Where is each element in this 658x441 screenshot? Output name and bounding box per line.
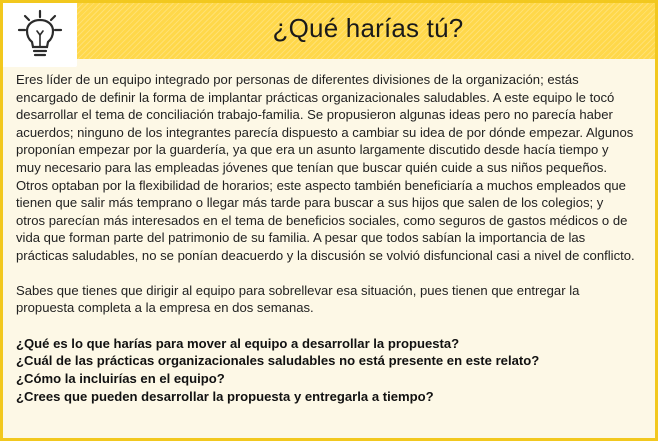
case-paragraph: Eres líder de un equipo integrado por personas de diferentes divisiones de la organización; estás encargado de definir la forma de implantar prácticas organizacionales saludables. A este equipo le tocó desarrollar el tema de conciliación trabajo-familia. Se propusieron algunas ideas pero no parecía haber acuerdos; ninguno de los integrantes parecía dispuesto a cambiar su idea de por dónde empezar. Algunos proponían empezar por la guardería, ya que era un asunto largamente discutido desde hacía tiempo y muy necesario para las empleadas jóvenes que tenían que buscar quién cuide a sus niños pequeños. Otros optaban por la flexibilidad de horarios; este aspecto también beneficiaría a muchos empleados que tienen que salir más temprano o llegar más tarde para buscar a sus hijos que salen de los colegios; y otros parecían más interesados en el tema de beneficios sociales, como seguros de gastos médicos o de vida que forman parte del patrimonio de su familia. A pesar que todos sabían la importancia de las prácticas saludables, no se ponían deacuerdo y la discusión se volvió disfuncional casi a nivel de conflicto. bbox=[16, 72, 635, 263]
question-item: ¿Cuál de las prácticas organizacionales saludables no está presente en este relato? bbox=[16, 353, 540, 369]
page-title: ¿Qué harías tú? bbox=[272, 13, 464, 43]
question-item: ¿Cómo la incluirías en el equipo? bbox=[16, 370, 225, 386]
content-body bbox=[16, 71, 636, 405]
lightbulb-icon bbox=[16, 9, 64, 61]
card-header bbox=[3, 3, 655, 59]
question-item: ¿Crees que pueden desarrollar la propuesta y entregarla a tiempo? bbox=[16, 388, 434, 404]
question-item: ¿Qué es lo que harías para mover al equipo a desarrollar la propuesta? bbox=[16, 335, 460, 351]
questions-list bbox=[16, 335, 636, 405]
icon-tab bbox=[3, 3, 77, 67]
instruction-paragraph: Sabes que tienes que dirigir al equipo para sobrellevar esa situación, pues tienen que entregar la propuesta completa a la empresa en dos semanas. bbox=[16, 282, 580, 316]
